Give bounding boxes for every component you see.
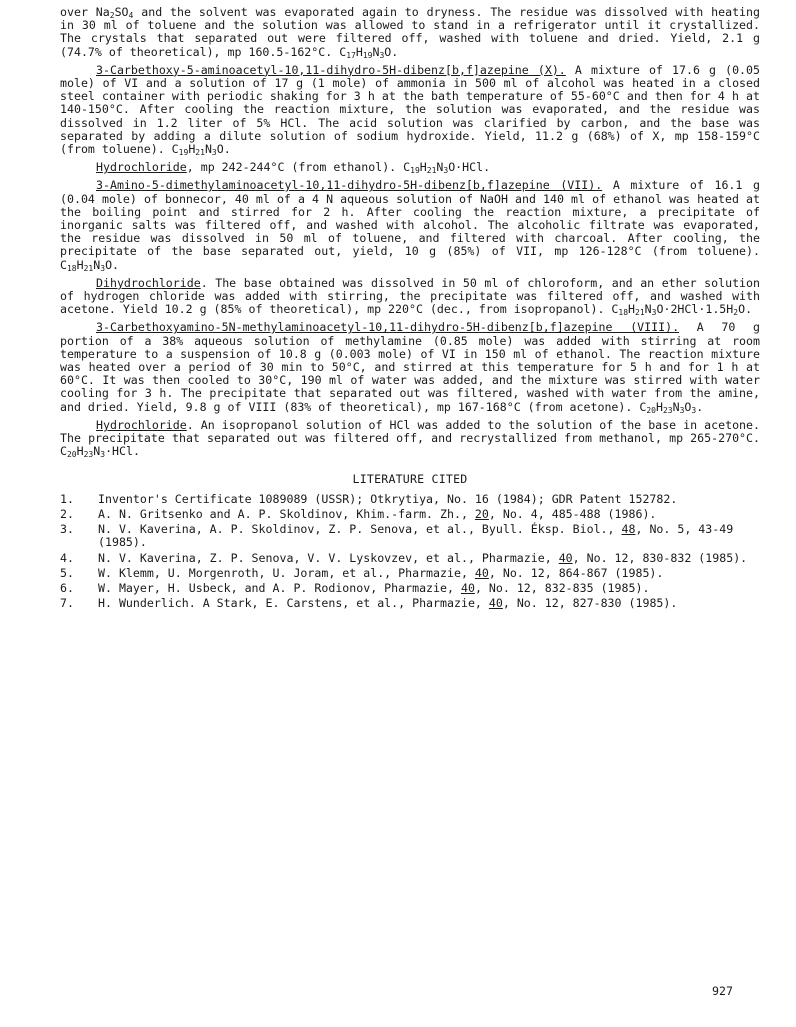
subscript: 23: [83, 450, 94, 460]
literature-heading: LITERATURE CITED: [352, 471, 468, 486]
paragraph: [60, 6, 760, 59]
paragraph: [60, 161, 760, 174]
subscript: 20: [66, 450, 77, 460]
subscript: 19: [362, 50, 373, 60]
text-run: over Na: [60, 5, 110, 19]
subscript: 19: [178, 148, 189, 158]
text-run: . The base obtained was dissolved in 50 ml of chloroform, and an ether solution of hydrogen chloride was added with stirring, the precipitate was filtered off, and washed with acetone. Yield 10.2 g (85% of theoretical), mp 220°C (dec., from isopropanol). C: [60, 275, 760, 317]
subscript: 20: [646, 405, 656, 415]
text-run: N: [93, 444, 101, 459]
subscript: 19: [410, 166, 420, 176]
subscript: 21: [426, 166, 437, 176]
text-run: N: [672, 399, 680, 414]
subscript: 3: [100, 263, 106, 273]
subscript: 2: [733, 308, 739, 318]
text-run: and the solvent was evaporated again to dryness. The residue was dissolved with heating in 30 ml of toluene and the solution was allowed to stand in a refrigerator until it crystallized. The crystals that separated out were filtered off, washed with toluene and dried. Yield, 2.1 g (74.7% of theoretical), mp 160.5-162°C. C: [60, 5, 760, 59]
text-run: , No. 12, 827-830 (1985).: [502, 596, 678, 611]
experimental-section: [60, 6, 760, 459]
text-run: W. Mayer, H. Usbeck, and A. P. Rodionov, Pharmazie,: [98, 580, 461, 595]
reference-number: 7.: [60, 596, 74, 611]
subscript: 3: [651, 308, 657, 318]
text-run: O·2HCl·1.5H: [656, 302, 734, 317]
text-run: N. V. Kaverina, A. P. Skoldinov, Z. P. Senova, et al., Byull. Éksp. Biol.,: [98, 522, 622, 537]
paragraph: [60, 419, 760, 459]
text-run: H: [628, 302, 636, 317]
reference-item: [60, 552, 760, 565]
text-run: .: [696, 399, 704, 414]
reference-number: 6.: [60, 580, 74, 595]
subscript: 18: [618, 308, 629, 318]
text-run: , No. 4, 485-488 (1986).: [488, 506, 657, 521]
text-run: N. V. Kaverina, Z. P. Senova, V. V. Lyskovzev, et al., Pharmazie,: [98, 550, 559, 565]
subscript: 21: [195, 148, 205, 158]
subscript: 18: [66, 263, 77, 273]
text-run: N: [372, 44, 380, 59]
reference-number: 3.: [60, 522, 74, 537]
reference-item: [60, 582, 760, 595]
underlined-text: Hydrochloride: [96, 417, 187, 432]
text-run: , mp 242-244°C (from ethanol). C: [186, 160, 411, 175]
text-run: H: [655, 399, 663, 414]
text-run: H: [188, 142, 196, 157]
underlined-text: 20: [474, 506, 489, 521]
underlined-text: 3-Amino-5-dimethylaminoacetyl-10,11-dihydro-5H-dibenz[b,f]azepine (VII).: [96, 178, 603, 193]
paragraph: [60, 179, 760, 271]
underlined-text: 40: [474, 565, 489, 580]
text-run: , No. 5, 43-49 (1985).: [98, 522, 734, 550]
reference-item: [60, 493, 760, 506]
text-run: H: [355, 44, 363, 59]
subscript: 3: [379, 50, 385, 60]
reference-number: 2.: [60, 506, 74, 521]
reference-item: [60, 508, 760, 521]
text-run: N: [93, 257, 101, 272]
text-run: O.: [384, 44, 399, 59]
text-run: O: [684, 399, 692, 414]
reference-number: 5.: [60, 565, 74, 580]
subscript: 17: [346, 50, 356, 60]
subscript: 3: [679, 405, 685, 415]
text-run: O.: [216, 142, 231, 157]
underlined-text: 3-Carbethoxy-5-aminoacetyl-10,11-dihydro-5H-dibenz[b,f]azepine (X).: [96, 62, 566, 77]
subscript: 21: [635, 308, 645, 318]
reference-item: [60, 523, 760, 549]
text-run: O.: [738, 302, 753, 317]
text-run: H: [419, 160, 427, 175]
subscript: 3: [443, 166, 449, 176]
text-run: H: [76, 444, 84, 459]
subscript: 4: [128, 11, 134, 20]
reference-list: [60, 493, 760, 611]
subscript: 23: [662, 405, 673, 415]
subscript: 21: [83, 263, 94, 273]
text-run: . An isopropanol solution of HCl was added to the solution of the base in acetone. The precipitate that separated out was filtered off, and recrystallized from methanol, mp 265-270°C. C: [60, 417, 760, 459]
underlined-text: 3-Carbethoxyamino-5N-methylaminoacetyl-10,11-dihydro-5H-dibenz[b,f]azepine (VIII).: [96, 320, 680, 335]
reference-number: 4.: [60, 550, 74, 565]
text-run: A 70 g portion of a 38% aqueous solution of methylamine (0.85 mole) was added with stirring at room temperature to a suspension of 10.8 g (0.003 mole) of VI in 150 ml of ethanol. The reaction mixture was heated over a period of 30 min to 50°C, and stirred at this temperature for 5 h and for 1 h at 60°C. It was then cooled to 30°C, 190 ml of water was added, and the mixture was stirred with water cooling for 3 h. The precipitate that separated out was filtered, washed with water from the amine, and dried. Yield, 9.8 g of VIII (83% of theoretical), mp 167-168°C (from acetone). C: [60, 320, 760, 414]
text-run: N: [204, 142, 212, 157]
underlined-text: 40: [460, 580, 475, 595]
subscript: 3: [100, 450, 106, 460]
underlined-text: 40: [488, 596, 503, 611]
subscript: 3: [211, 148, 217, 158]
text-run: O·HCl.: [448, 160, 491, 175]
text-run: , No. 12, 830-832 (1985).: [572, 550, 748, 565]
reference-item: [60, 597, 760, 610]
text-run: SO: [114, 5, 129, 19]
subscript: 2: [109, 11, 115, 20]
reference-number: 1.: [60, 491, 74, 506]
text-run: H. Wunderlich. A Stark, E. Carstens, et al., Pharmazie,: [98, 596, 489, 611]
text-run: N: [644, 302, 652, 317]
underlined-text: 40: [558, 550, 573, 565]
text-run: W. Klemm, U. Morgenroth, U. Joram, et al., Pharmazie,: [98, 565, 475, 580]
text-run: , No. 12, 832-835 (1985).: [474, 580, 650, 595]
text-run: Inventor's Certificate 1089089 (USSR); Otkrytiya, No. 16 (1984); GDR Patent 152782.: [98, 491, 678, 506]
underlined-text: 48: [621, 522, 636, 537]
underlined-text: Hydrochloride: [96, 160, 187, 175]
reference-item: [60, 567, 760, 580]
page-body: [60, 6, 760, 612]
underlined-text: Dihydrochloride: [96, 275, 201, 290]
text-run: H: [76, 257, 84, 272]
paragraph: [60, 277, 760, 317]
text-run: ·HCl.: [105, 444, 140, 459]
subscript: 3: [691, 405, 697, 415]
text-run: A. N. Gritsenko and A. P. Skoldinov, Khim.-farm. Zh.,: [98, 506, 475, 521]
paragraph: [60, 64, 760, 156]
text-run: , No. 12, 864-867 (1985).: [488, 565, 664, 580]
text-run: A mixture of 16.1 g (0.04 mole) of bonnecor, 40 ml of a 4 N aqueous solution of NaOH and 140 ml of ethanol was heated at the boiling point and stirred for 2 h. After cooling the reaction mixture, a precipitate of inorganic salts was filtered off, and washed with alcohol. The alcoholic filtrate was evaporated, the residue was dissolved in 50 ml of toluene, and filtered with charcoal. After cooling, the precipitate of the base separated out, yield, 10 g (85%) of VII, mp 126-128°C (from toluene). C: [60, 178, 760, 272]
text-run: N: [436, 160, 444, 175]
paragraph: [60, 321, 760, 413]
text-run: O.: [105, 257, 120, 272]
page-number: 927: [712, 984, 733, 998]
text-run: A mixture of 17.6 g (0.05 mole) of VI and a solution of 17 g (1 mole) of ammonia in 500 ml of alcohol was heated in a closed steel container with periodic shaking for 3 h at the bath temperature of 55-60°C and then for 4 h at 140-150°C. After cooling the reaction mixture, the solution was evaporated, and the residue was dissolved in 1.2 liter of 5% HCl. The acid solution was clarified by carbon, and the base was separated by adding a dilute solution of sodium hydroxide. Yield, 11.2 g (68%) of X, mp 158-159°C (from toluene). C: [60, 62, 761, 157]
